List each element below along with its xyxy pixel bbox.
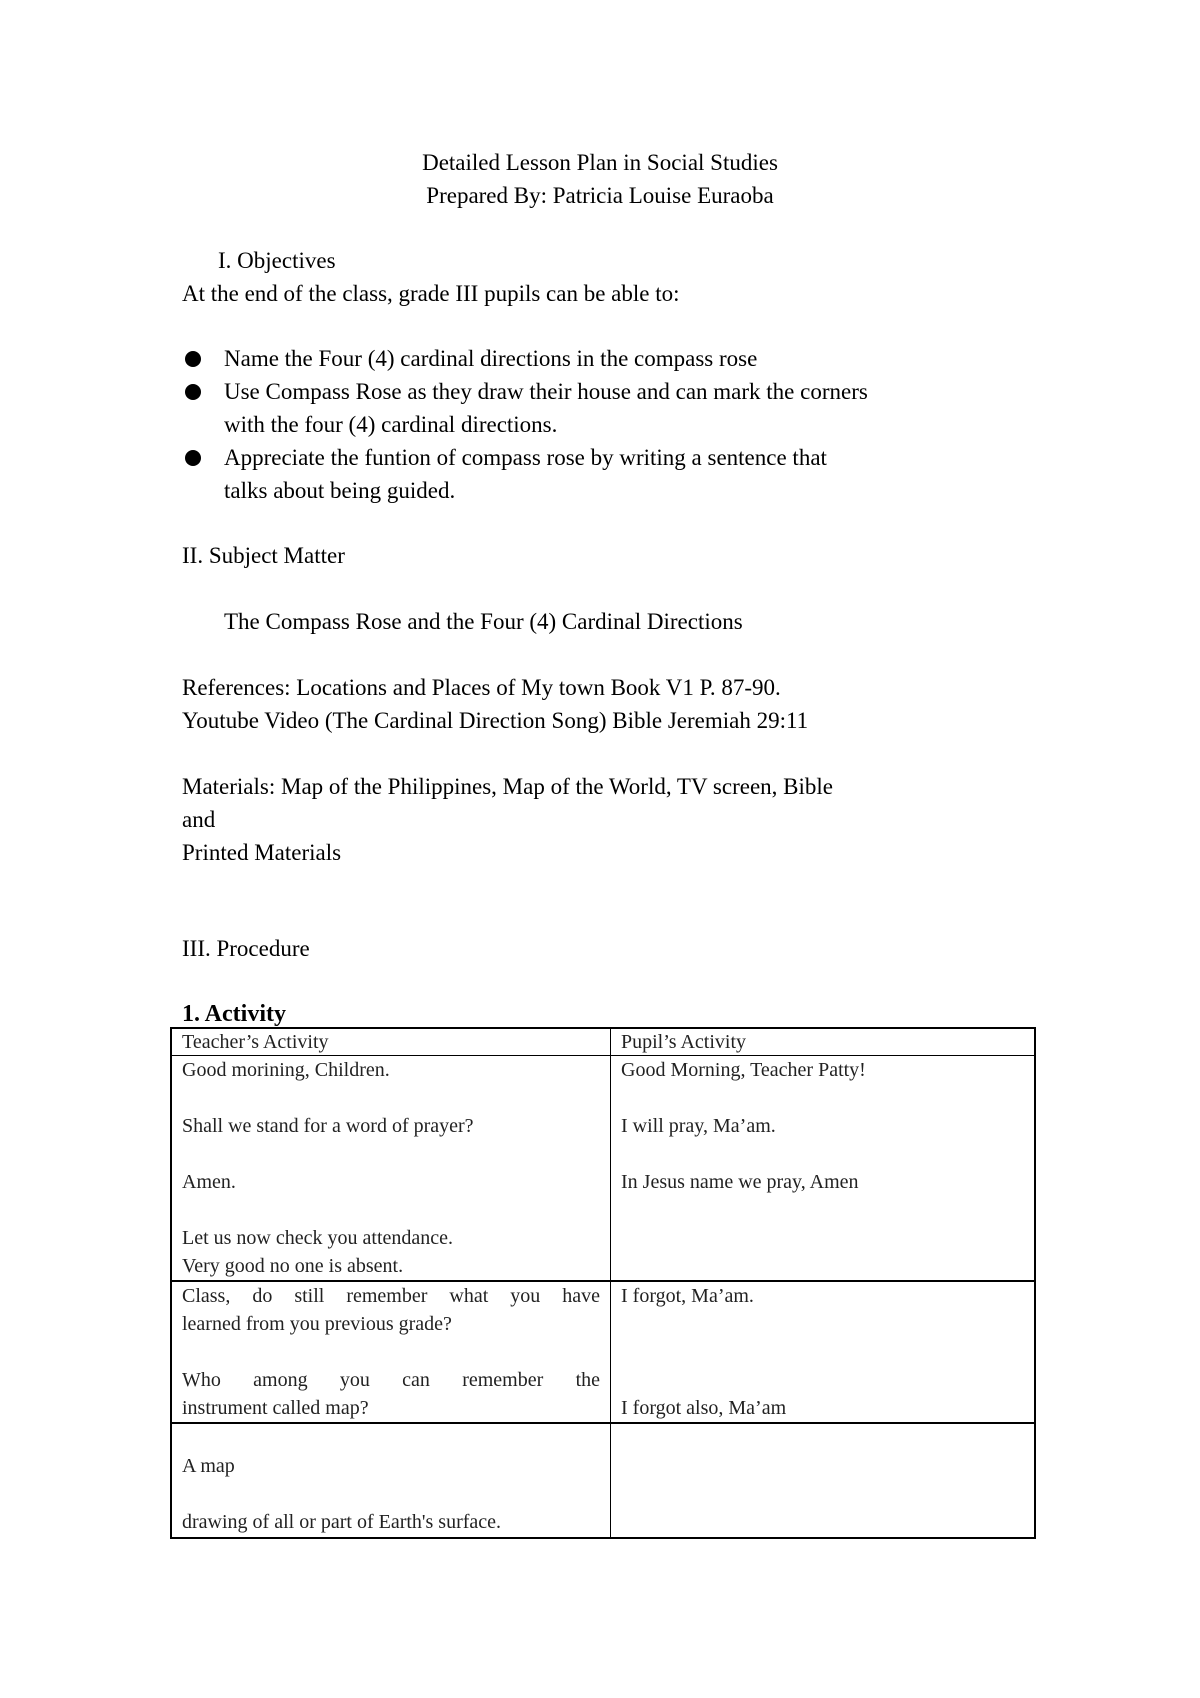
pupil-line: I will pray, Ma’am. (621, 1115, 776, 1137)
teacher-line: Who among you can remember the (182, 1369, 600, 1391)
teacher-line: Shall we stand for a word of prayer? (182, 1115, 474, 1137)
teacher-line: drawing of all or part of Earth's surface. (182, 1511, 502, 1533)
activity-heading: 1. Activity (182, 1001, 286, 1027)
teacher-line: instrument called map? (182, 1397, 369, 1419)
pupil-line: Good Morning, Teacher Patty! (621, 1059, 866, 1081)
teacher-line: Let us now check you attendance. (182, 1227, 454, 1249)
objectives-intro: At the end of the class, grade III pupils can be able to: (182, 281, 680, 306)
column-header-pupil: Pupil’s Activity (611, 1028, 1036, 1056)
objective-item-3-line-1: Appreciate the funtion of compass rose by writing a sentence that (224, 445, 827, 470)
objective-item-3-line-2: talks about being guided. (224, 478, 456, 503)
teacher-line: Amen. (182, 1171, 236, 1193)
bullet-icon (185, 450, 201, 466)
teacher-cell (171, 1056, 611, 1282)
prepared-by: Prepared By: Patricia Louise Euraoba (426, 183, 774, 208)
pupil-cell (611, 1056, 1036, 1282)
teacher-line: Good morining, Children. (182, 1059, 390, 1081)
activity-table (170, 1027, 1036, 1539)
pupil-cell (611, 1423, 1036, 1538)
materials-line-3: Printed Materials (182, 840, 342, 865)
teacher-line: Very good no one is absent. (182, 1255, 404, 1277)
teacher-cell (171, 1281, 611, 1423)
table-row (171, 1056, 1035, 1282)
table-row (171, 1281, 1035, 1423)
bullet-icon (185, 384, 201, 400)
teacher-cell (171, 1423, 611, 1538)
pupil-line: I forgot, Ma’am. (621, 1285, 754, 1307)
table-row (171, 1423, 1035, 1538)
teacher-line: A map (182, 1455, 235, 1477)
document-title: Detailed Lesson Plan in Social Studies (422, 150, 778, 175)
table-header-row (171, 1028, 1035, 1056)
materials-line-2: and (182, 807, 216, 832)
procedure-heading: III. Procedure (182, 936, 310, 961)
pupil-line: In Jesus name we pray, Amen (621, 1171, 859, 1193)
objectives-heading: I. Objectives (218, 248, 336, 273)
teacher-line: Class, do still remember what you have (182, 1285, 600, 1307)
bullet-icon (185, 351, 201, 367)
subject-matter-heading: II. Subject Matter (182, 543, 345, 568)
teacher-line: learned from you previous grade? (182, 1313, 452, 1335)
materials-line-1: Materials: Map of the Philippines, Map of the World, TV screen, Bible (182, 774, 833, 799)
objective-item-2-line-1: Use Compass Rose as they draw their house and can mark the corners (224, 379, 868, 404)
pupil-cell (611, 1281, 1036, 1423)
references-line-1: References: Locations and Places of My town Book V1 P. 87-90. (182, 675, 781, 700)
pupil-line: I forgot also, Ma’am (621, 1397, 787, 1419)
objective-item-1: Name the Four (4) cardinal directions in the compass rose (224, 346, 758, 371)
column-header-teacher: Teacher’s Activity (171, 1028, 611, 1056)
objective-item-2-line-2: with the four (4) cardinal directions. (224, 412, 558, 437)
references-line-2: Youtube Video (The Cardinal Direction Song) Bible Jeremiah 29:11 (182, 708, 809, 733)
subject-topic: The Compass Rose and the Four (4) Cardinal Directions (224, 609, 743, 634)
